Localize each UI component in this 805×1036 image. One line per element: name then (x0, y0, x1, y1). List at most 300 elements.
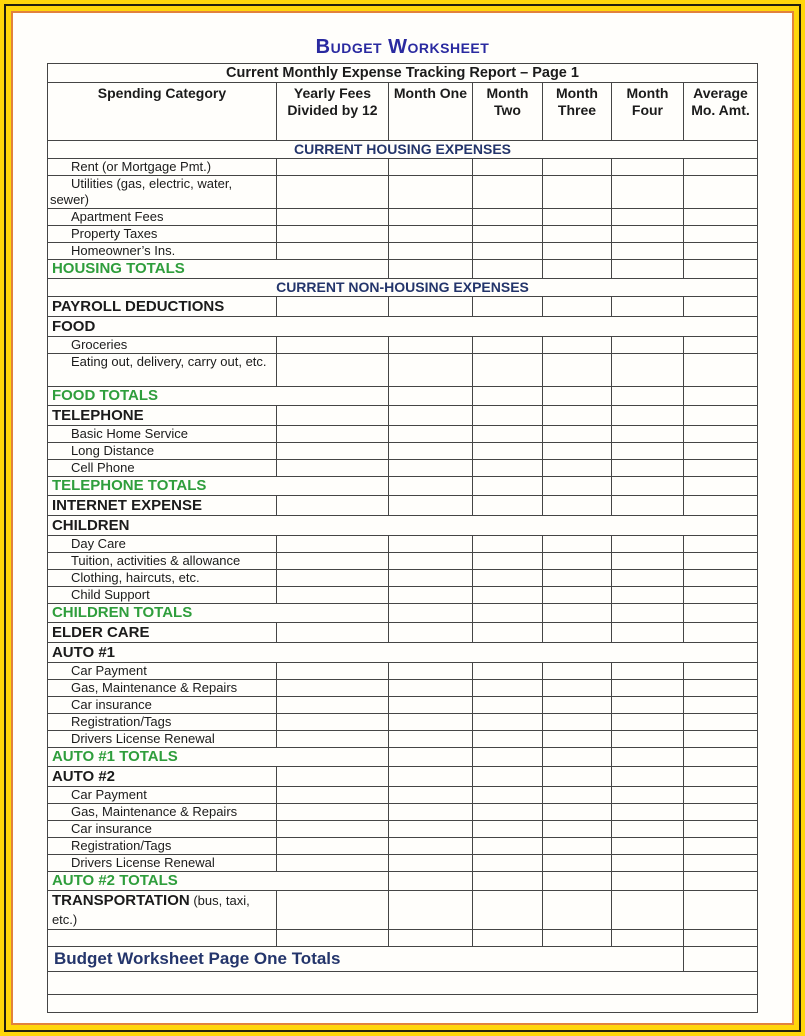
totals-label: HOUSING TOTALS (47, 260, 388, 279)
col-header-spending-category: Spending Category (47, 83, 276, 141)
amount-cell (683, 209, 757, 226)
expense-row-car-insurance-2 (47, 821, 757, 838)
amount-cell (683, 587, 757, 604)
amount-cell (542, 297, 611, 317)
col-header-month-three: Month Three (542, 83, 611, 141)
totals-row-food (47, 387, 757, 406)
amount-cell (472, 821, 542, 838)
amount-cell (542, 426, 611, 443)
section-auto-1 (47, 643, 757, 663)
expense-row-gas-maintenance-2 (47, 804, 757, 821)
amount-cell (388, 387, 472, 406)
category-cell: Clothing, haircuts, etc. (47, 570, 276, 587)
amount-cell (542, 680, 611, 697)
amount-cell (388, 260, 472, 279)
col-header-average: Average Mo. Amt. (683, 83, 757, 141)
amount-cell (611, 536, 683, 553)
section-housing-expenses (47, 141, 757, 159)
category-cell: INTERNET EXPENSE (47, 496, 276, 516)
amount-cell (276, 243, 388, 260)
amount-cell (388, 855, 472, 872)
amount-cell (276, 855, 388, 872)
col-header-month-four: Month Four (611, 83, 683, 141)
amount-cell (542, 536, 611, 553)
amount-cell (611, 570, 683, 587)
category-cell: Gas, Maintenance & Repairs (47, 680, 276, 697)
column-header-row (47, 83, 757, 141)
amount-cell (542, 804, 611, 821)
amount-cell (611, 804, 683, 821)
blank-cell (47, 972, 757, 995)
amount-cell (611, 714, 683, 731)
amount-cell (611, 426, 683, 443)
amount-cell (542, 787, 611, 804)
amount-cell (388, 536, 472, 553)
amount-cell (472, 697, 542, 714)
col-header-yearly-fees: Yearly Fees Divided by 12 (276, 83, 388, 141)
amount-cell (472, 387, 542, 406)
expense-row-drivers-license-2 (47, 855, 757, 872)
amount-cell (683, 821, 757, 838)
amount-cell (388, 604, 472, 623)
amount-cell (611, 838, 683, 855)
expense-row-day-care (47, 536, 757, 553)
amount-cell (388, 209, 472, 226)
expense-row-registration-2 (47, 838, 757, 855)
amount-cell (542, 209, 611, 226)
amount-cell (276, 209, 388, 226)
transportation-label: TRANSPORTATION (51, 892, 190, 909)
amount-cell (542, 443, 611, 460)
amount-cell (472, 496, 542, 516)
amount-cell (683, 714, 757, 731)
amount-cell (276, 460, 388, 477)
amount-cell (388, 804, 472, 821)
amount-cell (472, 477, 542, 496)
amount-cell (683, 260, 757, 279)
amount-cell (611, 159, 683, 176)
amount-cell (472, 804, 542, 821)
category-cell: PAYROLL DEDUCTIONS (47, 297, 276, 317)
amount-cell (472, 891, 542, 930)
amount-cell (542, 821, 611, 838)
amount-cell (542, 872, 611, 891)
amount-cell (388, 337, 472, 354)
expense-row-basic-home-service (47, 426, 757, 443)
amount-cell (683, 477, 757, 496)
amount-cell (611, 855, 683, 872)
expense-row-car-insurance-1 (47, 697, 757, 714)
amount-cell (388, 406, 472, 426)
amount-cell (611, 787, 683, 804)
amount-cell (611, 297, 683, 317)
amount-cell (472, 680, 542, 697)
amount-cell (611, 496, 683, 516)
amount-cell (472, 714, 542, 731)
amount-cell (683, 226, 757, 243)
amount-cell (683, 697, 757, 714)
amount-cell (472, 838, 542, 855)
amount-cell (611, 767, 683, 787)
amount-cell (611, 604, 683, 623)
amount-cell (683, 297, 757, 317)
totals-label: TELEPHONE TOTALS (47, 477, 388, 496)
category-cell: Homeowner’s Ins. (47, 243, 276, 260)
amount-cell (542, 663, 611, 680)
amount-cell (388, 443, 472, 460)
amount-cell (472, 623, 542, 643)
amount-cell (683, 406, 757, 426)
amount-cell (542, 587, 611, 604)
worksheet-page (13, 13, 792, 1023)
amount-cell (683, 731, 757, 748)
expense-row-utilities (47, 176, 757, 209)
amount-cell (542, 748, 611, 767)
amount-cell (611, 697, 683, 714)
category-cell: ELDER CARE (47, 623, 276, 643)
amount-cell (611, 663, 683, 680)
amount-cell (542, 159, 611, 176)
amount-cell (542, 260, 611, 279)
amount-cell (542, 460, 611, 477)
amount-cell (388, 767, 472, 787)
amount-cell (611, 587, 683, 604)
amount-cell (388, 697, 472, 714)
amount-cell (472, 855, 542, 872)
amount-cell (276, 553, 388, 570)
amount-cell (276, 623, 388, 643)
category-cell: Car insurance (47, 821, 276, 838)
category-cell: AUTO #2 (47, 767, 276, 787)
category-cell: Eating out, delivery, carry out, etc. (47, 354, 276, 387)
section-auto-2 (47, 767, 757, 787)
category-cell (47, 930, 276, 947)
amount-cell (542, 354, 611, 387)
amount-cell (472, 731, 542, 748)
amount-cell (542, 406, 611, 426)
report-subtitle-row (47, 64, 757, 83)
category-cell: Apartment Fees (47, 209, 276, 226)
amount-cell (276, 226, 388, 243)
expense-row-transportation (47, 891, 757, 930)
amount-cell (542, 553, 611, 570)
col-header-month-two: Month Two (472, 83, 542, 141)
expense-row-car-payment-1 (47, 663, 757, 680)
amount-cell (472, 209, 542, 226)
amount-cell (683, 767, 757, 787)
amount-cell (472, 663, 542, 680)
amount-cell (276, 536, 388, 553)
category-cell: TELEPHONE (47, 406, 276, 426)
section-label: CURRENT HOUSING EXPENSES (47, 141, 757, 159)
page-title: Budget Worksheet (315, 36, 490, 58)
amount-cell (542, 891, 611, 930)
section-label: AUTO #1 (47, 643, 757, 663)
amount-cell (472, 460, 542, 477)
amount-cell (611, 872, 683, 891)
amount-cell (683, 387, 757, 406)
amount-cell (611, 477, 683, 496)
expense-row-elder-care (47, 623, 757, 643)
category-cell: Basic Home Service (47, 426, 276, 443)
amount-cell (683, 243, 757, 260)
amount-cell (542, 697, 611, 714)
blank-row (47, 995, 757, 1013)
amount-cell (388, 748, 472, 767)
totals-row-auto-2 (47, 872, 757, 891)
amount-cell (388, 159, 472, 176)
amount-cell (276, 496, 388, 516)
amount-cell (388, 226, 472, 243)
amount-cell (388, 587, 472, 604)
totals-label: AUTO #2 TOTALS (47, 872, 388, 891)
expense-row-drivers-license-1 (47, 731, 757, 748)
amount-cell (276, 337, 388, 354)
expense-row-internet (47, 496, 757, 516)
amount-cell (683, 680, 757, 697)
amount-cell (472, 587, 542, 604)
amount-cell (611, 748, 683, 767)
expense-row-property-taxes (47, 226, 757, 243)
section-label: CURRENT NON-HOUSING EXPENSES (47, 279, 757, 297)
category-cell: Drivers License Renewal (47, 855, 276, 872)
amount-cell (472, 426, 542, 443)
amount-cell (472, 159, 542, 176)
amount-cell (542, 243, 611, 260)
blank-row (47, 972, 757, 995)
expense-row-apartment-fees (47, 209, 757, 226)
section-non-housing-expenses (47, 279, 757, 297)
amount-cell (472, 767, 542, 787)
amount-cell (683, 623, 757, 643)
amount-cell (276, 838, 388, 855)
amount-cell (388, 821, 472, 838)
amount-cell (472, 354, 542, 387)
category-cell: Drivers License Renewal (47, 731, 276, 748)
amount-cell (472, 243, 542, 260)
amount-cell (276, 714, 388, 731)
amount-cell (611, 443, 683, 460)
amount-cell (472, 337, 542, 354)
amount-cell (542, 767, 611, 787)
amount-cell (388, 477, 472, 496)
category-cell: Long Distance (47, 443, 276, 460)
totals-label: FOOD TOTALS (47, 387, 388, 406)
amount-cell (388, 553, 472, 570)
expense-row-homeowners-ins (47, 243, 757, 260)
category-cell: Car insurance (47, 697, 276, 714)
amount-cell (542, 855, 611, 872)
amount-cell (388, 714, 472, 731)
amount-cell (276, 354, 388, 387)
amount-cell (611, 209, 683, 226)
amount-cell (683, 855, 757, 872)
amount-cell (683, 787, 757, 804)
amount-cell (683, 460, 757, 477)
amount-cell (472, 297, 542, 317)
expense-row-long-distance (47, 443, 757, 460)
amount-cell (388, 731, 472, 748)
amount-cell (276, 297, 388, 317)
section-label: FOOD (47, 317, 757, 337)
amount-cell (542, 714, 611, 731)
amount-cell (276, 767, 388, 787)
expense-row-eating-out (47, 354, 757, 387)
amount-cell (611, 623, 683, 643)
amount-cell (683, 891, 757, 930)
amount-cell (542, 496, 611, 516)
amount-cell (388, 787, 472, 804)
amount-cell (683, 536, 757, 553)
amount-cell (683, 176, 757, 209)
amount-cell (542, 337, 611, 354)
expense-row-car-payment-2 (47, 787, 757, 804)
amount-cell (388, 176, 472, 209)
amount-cell (683, 663, 757, 680)
amount-cell (683, 337, 757, 354)
amount-cell (472, 787, 542, 804)
amount-cell (388, 426, 472, 443)
amount-cell (388, 891, 472, 930)
amount-cell (472, 570, 542, 587)
amount-cell (388, 297, 472, 317)
amount-cell (388, 243, 472, 260)
amount-cell (683, 930, 757, 947)
expense-row-payroll-deductions (47, 297, 757, 317)
amount-cell (683, 570, 757, 587)
amount-cell (683, 159, 757, 176)
amount-cell (276, 697, 388, 714)
amount-cell (542, 387, 611, 406)
amount-cell (276, 443, 388, 460)
expense-row-child-support (47, 587, 757, 604)
category-cell: Cell Phone (47, 460, 276, 477)
amount-cell (683, 553, 757, 570)
amount-cell (472, 748, 542, 767)
amount-cell (388, 460, 472, 477)
amount-cell (611, 930, 683, 947)
section-children (47, 516, 757, 536)
amount-cell (276, 663, 388, 680)
category-cell: Gas, Maintenance & Repairs (47, 804, 276, 821)
budget-table (47, 63, 758, 1013)
amount-cell (388, 623, 472, 643)
amount-cell (542, 477, 611, 496)
expense-row-groceries (47, 337, 757, 354)
totals-label: AUTO #1 TOTALS (47, 748, 388, 767)
amount-cell (276, 680, 388, 697)
totals-row-auto-1 (47, 748, 757, 767)
category-cell: Registration/Tags (47, 838, 276, 855)
amount-cell (388, 680, 472, 697)
amount-cell (388, 663, 472, 680)
expense-row-tuition (47, 553, 757, 570)
report-subtitle: Current Monthly Expense Tracking Report – Page 1 (47, 64, 757, 83)
expense-row-cell-phone (47, 460, 757, 477)
transportation-suffix: (bus, taxi, etc.) (51, 893, 250, 927)
amount-cell (472, 872, 542, 891)
expense-row-clothing (47, 570, 757, 587)
blank-cell (47, 995, 757, 1013)
amount-cell (388, 838, 472, 855)
section-food (47, 317, 757, 337)
amount-cell (472, 226, 542, 243)
category-cell: Day Care (47, 536, 276, 553)
amount-cell (276, 426, 388, 443)
amount-cell (683, 748, 757, 767)
totals-label: CHILDREN TOTALS (47, 604, 388, 623)
amount-cell (276, 930, 388, 947)
amount-cell (683, 947, 757, 972)
category-cell: Groceries (47, 337, 276, 354)
amount-cell (683, 838, 757, 855)
amount-cell (683, 354, 757, 387)
amount-cell (542, 731, 611, 748)
totals-row-telephone (47, 477, 757, 496)
amount-cell (542, 176, 611, 209)
totals-row-housing (47, 260, 757, 279)
category-cell: Rent (or Mortgage Pmt.) (47, 159, 276, 176)
page-totals-label: Budget Worksheet Page One Totals (47, 947, 683, 972)
category-cell: Tuition, activities & allowance (47, 553, 276, 570)
amount-cell (276, 821, 388, 838)
amount-cell (276, 587, 388, 604)
amount-cell (542, 226, 611, 243)
amount-cell (472, 260, 542, 279)
amount-cell (611, 387, 683, 406)
amount-cell (472, 536, 542, 553)
amount-cell (276, 406, 388, 426)
amount-cell (276, 731, 388, 748)
expense-row-telephone (47, 406, 757, 426)
amount-cell (388, 872, 472, 891)
amount-cell (683, 426, 757, 443)
category-cell: Car Payment (47, 663, 276, 680)
amount-cell (611, 243, 683, 260)
amount-cell (542, 838, 611, 855)
category-cell: Child Support (47, 587, 276, 604)
amount-cell (276, 891, 388, 930)
amount-cell (611, 891, 683, 930)
amount-cell (472, 553, 542, 570)
amount-cell (683, 496, 757, 516)
amount-cell (472, 930, 542, 947)
amount-cell (276, 176, 388, 209)
amount-cell (472, 604, 542, 623)
amount-cell (611, 354, 683, 387)
category-cell: Car Payment (47, 787, 276, 804)
category-cell: Registration/Tags (47, 714, 276, 731)
category-cell: Property Taxes (47, 226, 276, 243)
amount-cell (611, 406, 683, 426)
amount-cell (276, 159, 388, 176)
amount-cell (388, 570, 472, 587)
col-header-month-one: Month One (388, 83, 472, 141)
amount-cell (611, 553, 683, 570)
amount-cell (683, 604, 757, 623)
amount-cell (542, 623, 611, 643)
amount-cell (472, 406, 542, 426)
amount-cell (611, 260, 683, 279)
page-totals-row (47, 947, 757, 972)
category-cell (47, 891, 276, 930)
amount-cell (388, 930, 472, 947)
amount-cell (542, 570, 611, 587)
amount-cell (388, 354, 472, 387)
category-cell: Utilities (gas, electric, water, sewer) (47, 176, 276, 209)
amount-cell (611, 226, 683, 243)
amount-cell (611, 680, 683, 697)
